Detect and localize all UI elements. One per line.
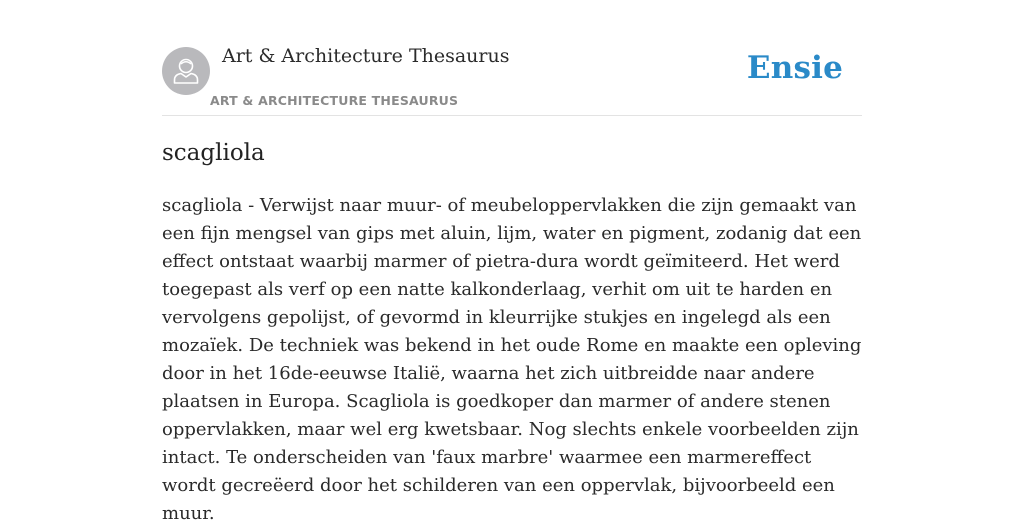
source-title[interactable]: Art & Architecture Thesaurus — [222, 45, 510, 67]
page-title: scagliola — [162, 140, 265, 166]
definition-text: scagliola - Verwijst naar muur- of meubeloppervlakken die zijn gemaakt van een fijn mengsel van gips met aluin, lijm, water en pigment, zodanig dat een effect ontstaat waarbij marmer of pietra-dura wordt geïmiteerd. Het werd toegepast als verf op een natte kalkonderlaag, verhit om uit te harden en vervolgens gepolijst, of gevormd in kleurrijke stukjes en ingelegd als een mozaïek. De techniek was bekend in het oude Rome en maakte een opleving door in het 16de-eeuwse Italië, waarna het zich uitbreidde naar andere plaatsen in Europa. Scagliola is goedkoper dan marmer of andere stenen oppervlakken, maar wel erg kwetsbaar. Nog slechts enkele voorbeelden zijn intact. Te onderscheiden van 'faux marbre' waarmee een marmereffect wordt gecreëerd door het schilderen van een oppervlak, bijvoorbeeld een muur. — [162, 195, 862, 524]
source-subtitle[interactable]: ART & ARCHITECTURE THESAURUS — [210, 93, 459, 108]
entry-header — [162, 0, 862, 116]
brand-logo[interactable]: Ensie — [746, 50, 843, 86]
user-icon — [162, 47, 210, 95]
avatar[interactable] — [162, 47, 210, 95]
